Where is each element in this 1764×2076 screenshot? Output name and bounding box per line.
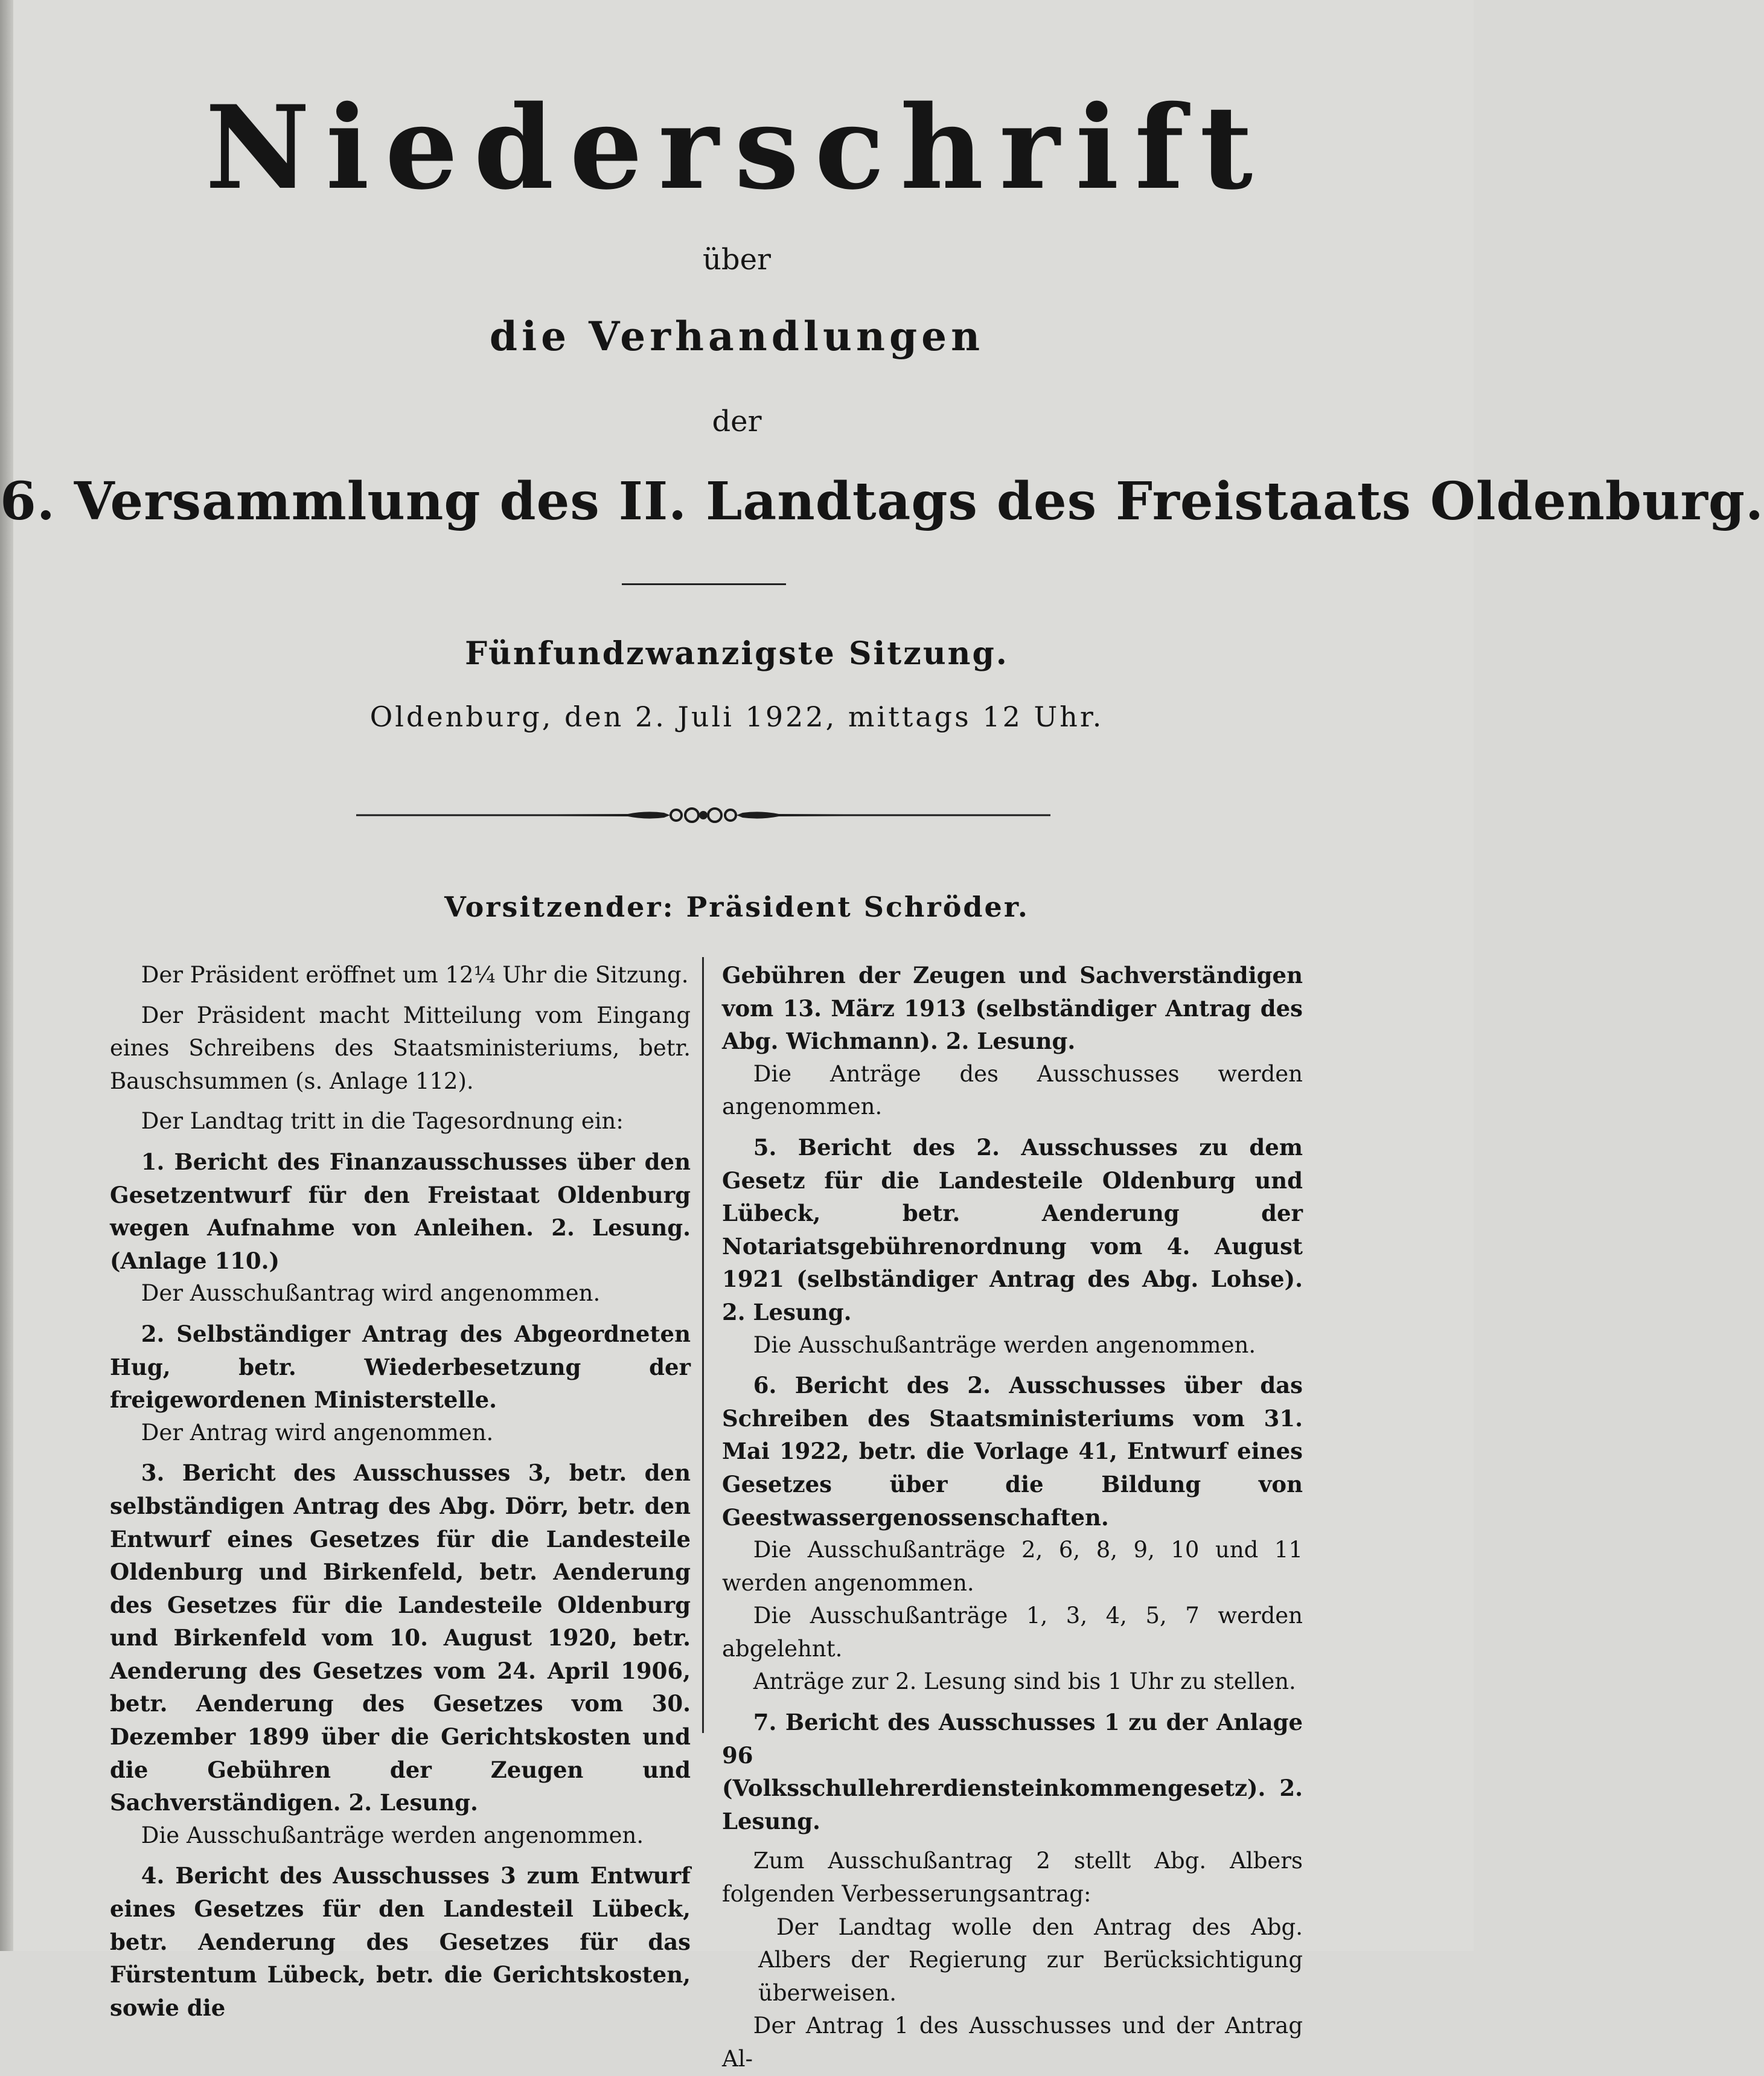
agenda-item: 6. Bericht des 2. Ausschusses über das Schreiben des Staatsministeriums vom 31. Mai 1922, betr. die Vorlage 41, Entwurf eines Gesetzes über die Bildung von Geestwassergenossenschaften.: [722, 1372, 1303, 1531]
paragraph: Die Ausschußanträge 1, 3, 4, 5, 7 werden abgelehnt.: [722, 1603, 1303, 1662]
agenda-item: 2. Selbständiger Antrag des Abgeordneten Hug, betr. Wiederbesetzung der freigewordenen Ministerstelle.: [110, 1320, 691, 1414]
subtitle-line-3: der: [712, 405, 762, 438]
session-heading: Fünfundzwanzigste Sitzung.: [465, 635, 1009, 672]
paragraph: Der Antrag wird angenommen.: [141, 1419, 494, 1446]
agenda-item: 5. Bericht des 2. Ausschusses zu dem Gesetz für die Landesteile Oldenburg und Lübeck, betr. Aenderung der Notariatsgebührenordnung vom 4. August 1921 (selbständiger Antrag des Abg. Lohse). 2. Lesung.: [722, 1133, 1303, 1325]
agenda-item-continued: Gebühren der Zeugen und Sachverständigen vom 13. März 1913 (selbständiger Antrag des Abg. Wichmann). 2. Lesung.: [722, 962, 1303, 1055]
paragraph: Der Ausschußantrag wird angenommen.: [141, 1280, 601, 1307]
paragraph: Die Ausschußanträge 2, 6, 8, 9, 10 und 11 werden angenommen.: [722, 1537, 1303, 1596]
right-column: [722, 959, 1303, 2072]
paragraph: Der Präsident eröffnet um 12¼ Uhr die Sitzung.: [141, 962, 689, 988]
document-title: Niederschrift: [205, 80, 1269, 215]
chair-line: Vorsitzender: Präsident Schröder.: [444, 891, 1029, 923]
ornamental-divider-icon: [356, 797, 1050, 833]
left-column: [110, 959, 691, 2021]
paragraph: Die Ausschußanträge werden angenommen.: [753, 1331, 1256, 1358]
binding-gutter: [0, 0, 13, 1951]
quoted-motion: Der Landtag wolle den Antrag des Abg. Albers der Regierung zur Berücksichtigung überweisen.: [758, 1914, 1303, 2006]
paragraph: Der Landtag tritt in die Tagesordnung ein:: [141, 1108, 624, 1135]
column-divider: [702, 957, 704, 1733]
paragraph: Der Präsident macht Mitteilung vom Eingang eines Schreibens des Staatsministeriums, betr. Bauschsummen (s. Anlage 112).: [110, 1002, 691, 1094]
agenda-item: 7. Bericht des Ausschusses 1 zu der Anlage 96 (Volksschullehrerdiensteinkommengesetz). 2. Lesung.: [722, 1709, 1303, 1834]
subtitle-line-2: die Verhandlungen: [489, 313, 985, 360]
agenda-item: 3. Bericht des Ausschusses 3, betr. den selbständigen Antrag des Abg. Dörr, betr. den Entwurf eines Gesetzes für die Landesteile Oldenburg und Birkenfeld, betr. Aenderung des Gesetzes für die Landesteile Oldenburg und Birkenfeld vom 10. August 1920, betr. Aenderung des Gesetzes vom 24. April 1906, betr. Aenderung des Gesetzes vom 30. Dezember 1899 über die Gerichtskosten und die Gebühren der Zeugen und Sachverständigen. 2. Lesung.: [110, 1459, 691, 1816]
subtitle-line-1: über: [703, 243, 771, 277]
assembly-heading: 6. Versammlung des II. Landtags des Freistaats Oldenburg.: [0, 471, 1764, 532]
paragraph: Der Antrag 1 des Ausschusses und der Antrag Al-: [722, 2013, 1303, 2072]
agenda-item: 1. Bericht des Finanzausschusses über den Gesetzentwurf für den Freistaat Oldenburg wegen Aufnahme von Anleihen. 2. Lesung. (Anlage 110.): [110, 1148, 691, 1274]
paragraph: Zum Ausschußantrag 2 stellt Abg. Albers folgenden Verbesserungsantrag:: [722, 1848, 1303, 1908]
paragraph: Anträge zur 2. Lesung sind bis 1 Uhr zu stellen.: [753, 1668, 1296, 1695]
paragraph: Die Ausschußanträge werden angenommen.: [141, 1822, 644, 1848]
place-date-line: Oldenburg, den 2. Juli 1922, mittags 12 Uhr.: [369, 700, 1104, 733]
agenda-item: 4. Bericht des Ausschusses 3 zum Entwurf eines Gesetzes für den Landesteil Lübeck, betr. Aenderung des Gesetzes für das Fürstentum Lübeck, betr. die Gerichtskosten, sowie die: [110, 1862, 691, 2021]
paragraph: Die Anträge des Ausschusses werden angenommen.: [722, 1060, 1303, 1120]
short-divider-rule: [622, 583, 786, 585]
